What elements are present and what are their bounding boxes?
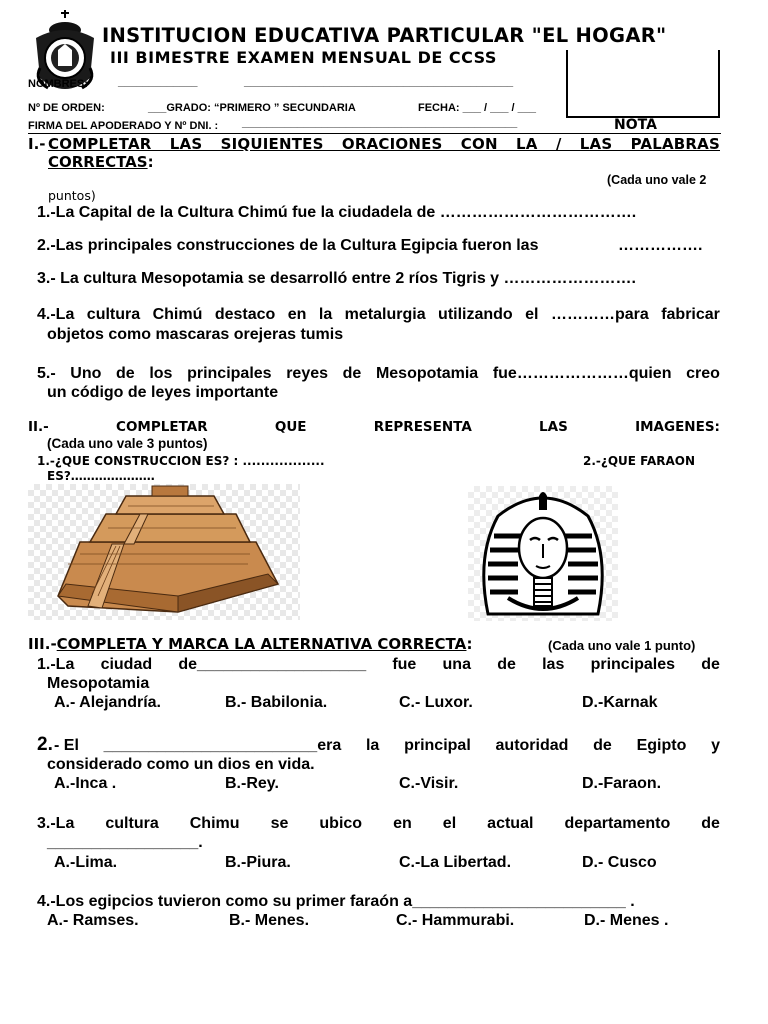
word: 5.- bbox=[37, 365, 56, 382]
pharaoh-mask-image bbox=[468, 486, 618, 621]
section2-points: (Cada uno vale 3 puntos) bbox=[47, 436, 208, 451]
word: principal bbox=[404, 737, 471, 754]
exam-title: III BIMESTRE EXAMEN MENSUAL DE CCSS bbox=[110, 48, 497, 67]
nombres-label: NOMBRES: bbox=[28, 78, 88, 90]
ziggurat-image bbox=[28, 484, 300, 620]
section3-q1-option-a: A.- Alejandría. bbox=[54, 694, 161, 711]
section3-q4-option-c: C.- Hammurabi. bbox=[396, 912, 515, 929]
section3-numeral: III.- bbox=[28, 635, 57, 653]
section3-question-2-num: 2. bbox=[37, 734, 53, 755]
word: LAS bbox=[539, 419, 568, 435]
word: 3.-La bbox=[37, 815, 75, 832]
word: ________________________era bbox=[103, 737, 342, 754]
section1-points: (Cada uno vale 2 bbox=[607, 173, 707, 187]
word: en bbox=[287, 306, 307, 323]
section1-points-cont: puntos) bbox=[48, 188, 96, 203]
word: la bbox=[318, 306, 333, 323]
nombres-blank-1: _____________ bbox=[118, 76, 198, 88]
word: en bbox=[393, 815, 412, 832]
grade-box bbox=[566, 50, 720, 118]
section3-q1-option-b: B.- Babilonia. bbox=[225, 694, 328, 711]
word: fue bbox=[392, 656, 417, 673]
word: II.- bbox=[28, 419, 49, 435]
section1-question-2-blank: ……………. bbox=[618, 237, 703, 254]
word: de bbox=[116, 365, 135, 382]
section1-question-1: 1.-La Capital de la Cultura Chimú fue la ciudadela de ………………………………. bbox=[37, 204, 637, 221]
word: - El bbox=[54, 737, 79, 754]
section3-title-text: COMPLETA Y MARCA LA ALTERNATIVA CORRECTA bbox=[56, 635, 467, 653]
word: metalurgia bbox=[344, 306, 426, 323]
word: principales bbox=[590, 656, 676, 673]
word: COMPLETAR bbox=[116, 419, 208, 435]
section3-q2-option-b: B.-Rey. bbox=[225, 775, 279, 792]
section3-q3-option-d: D.- Cusco bbox=[582, 854, 657, 871]
word: reyes bbox=[286, 365, 329, 382]
section3-q3-option-c: C.-La Libertad. bbox=[399, 854, 512, 871]
word: de bbox=[497, 656, 516, 673]
section3-question-3-line1 bbox=[37, 815, 720, 833]
section3-q3-option-b: B.-Piura. bbox=[225, 854, 291, 871]
word: destaco bbox=[214, 306, 276, 323]
word: de___________________ bbox=[178, 656, 367, 673]
word: fue…………………quien bbox=[492, 365, 672, 382]
section3-question-2-line2: considerado como un dios en vida. bbox=[47, 756, 315, 773]
word: una bbox=[442, 656, 471, 673]
header-divider bbox=[28, 133, 721, 134]
word: ubico bbox=[319, 815, 363, 832]
word: de bbox=[593, 737, 612, 754]
section3-q2-option-a: A.-Inca . bbox=[54, 775, 117, 792]
section3-q4-option-a: A.- Ramses. bbox=[47, 912, 139, 929]
word: de bbox=[701, 656, 720, 673]
section1-question-4-line2: objetos como mascaras orejeras tumis bbox=[47, 326, 344, 343]
section3-q2-option-d: D.-Faraon. bbox=[582, 775, 662, 792]
school-title: INSTITUCION EDUCATIVA PARTICULAR "EL HOGAR" bbox=[102, 24, 667, 47]
section1-title-b bbox=[48, 153, 154, 171]
word: el bbox=[525, 306, 539, 323]
section2-question-1: 1.-¿QUE CONSTRUCCION ES? : .................. bbox=[37, 454, 325, 468]
word: Chimu bbox=[189, 815, 240, 832]
section3-question-3-line2: _________________. bbox=[47, 834, 203, 851]
word: Egipto bbox=[636, 737, 687, 754]
word: la bbox=[365, 737, 380, 754]
section3-points: (Cada uno vale 1 punto) bbox=[548, 638, 696, 653]
firma-blank: _____________________________________________ bbox=[242, 117, 518, 129]
word: 1.-La bbox=[37, 656, 75, 673]
section3-question-1-line2: Mesopotamia bbox=[47, 675, 150, 692]
word: los bbox=[149, 365, 173, 382]
word: creo bbox=[686, 365, 720, 382]
word: cultura bbox=[105, 815, 159, 832]
word: IMAGENES: bbox=[635, 419, 720, 435]
word: utilizando bbox=[438, 306, 513, 323]
word: REPRESENTA bbox=[373, 419, 472, 435]
word: fabricar bbox=[661, 306, 720, 323]
section1-title-b-colon: : bbox=[147, 153, 154, 171]
section3-title bbox=[28, 635, 472, 653]
word: el bbox=[442, 815, 457, 832]
section1-question-2: 2.-Las principales construcciones de la Cultura Egipcia fueron las bbox=[37, 237, 539, 254]
firma-label: FIRMA DEL APODERADO Y Nº DNI. : bbox=[28, 120, 219, 132]
section1-question-4-line1 bbox=[37, 306, 720, 324]
section3-q1-option-d: D.-Karnak bbox=[582, 694, 658, 711]
section2-title bbox=[28, 419, 720, 435]
word: ciudad bbox=[100, 656, 153, 673]
orden-label: Nº DE ORDEN: bbox=[28, 102, 105, 114]
section3-question-4: 4.-Los egipcios tuvieron como su primer faraón a________________________ . bbox=[37, 893, 635, 910]
nombres-blank-2: ____________________________________________ bbox=[244, 76, 514, 88]
section2-question-2-cont: ES?………………… bbox=[47, 469, 155, 483]
word: principales bbox=[187, 365, 272, 382]
word: las bbox=[542, 656, 565, 673]
section1-question-3: 3.- La cultura Mesopotamia se desarrolló entre 2 ríos Tigris y ……………………. bbox=[37, 270, 636, 287]
section1-numeral: I.- bbox=[28, 135, 46, 153]
word: Uno bbox=[70, 365, 102, 382]
word: 4.-La bbox=[37, 306, 75, 323]
word: autoridad bbox=[495, 737, 569, 754]
word: Mesopotamia bbox=[375, 365, 479, 382]
word: y bbox=[711, 737, 720, 754]
grado-text: ___GRADO: “PRIMERO ” SECUNDARIA bbox=[148, 102, 356, 114]
section3-question-2-line1 bbox=[54, 737, 720, 755]
section1-title-a: COMPLETAR LAS SIQUIENTES ORACIONES CON LA / LAS PALABRAS bbox=[48, 135, 720, 153]
word: QUE bbox=[274, 419, 307, 435]
word: …………para bbox=[550, 306, 649, 323]
section3-q3-option-a: A.-Lima. bbox=[54, 854, 118, 871]
word: se bbox=[270, 815, 289, 832]
section3-question-1-line1 bbox=[37, 656, 720, 674]
section1-question-5-line2: un código de leyes importante bbox=[47, 384, 279, 401]
word: Chimú bbox=[152, 306, 203, 323]
section3-q2-option-c: C.-Visir. bbox=[399, 775, 459, 792]
word: de bbox=[342, 365, 362, 382]
section3-q4-option-d: D.- Menes . bbox=[584, 912, 669, 929]
word: de bbox=[701, 815, 720, 832]
section1-question-5-line1 bbox=[37, 365, 720, 383]
nota-label: NOTA bbox=[614, 117, 657, 133]
word: actual bbox=[487, 815, 534, 832]
section1-title-b-word: CORRECTAS bbox=[48, 153, 148, 171]
section3-title-colon: : bbox=[466, 635, 473, 653]
section2-question-2: 2.-¿QUE FARAON bbox=[583, 454, 696, 468]
section3-q4-option-b: B.- Menes. bbox=[229, 912, 310, 929]
fecha-text: FECHA: ___ / ___ / ___ bbox=[418, 102, 537, 114]
section3-q1-option-c: C.- Luxor. bbox=[399, 694, 473, 711]
word: departamento bbox=[564, 815, 671, 832]
word: cultura bbox=[86, 306, 141, 323]
